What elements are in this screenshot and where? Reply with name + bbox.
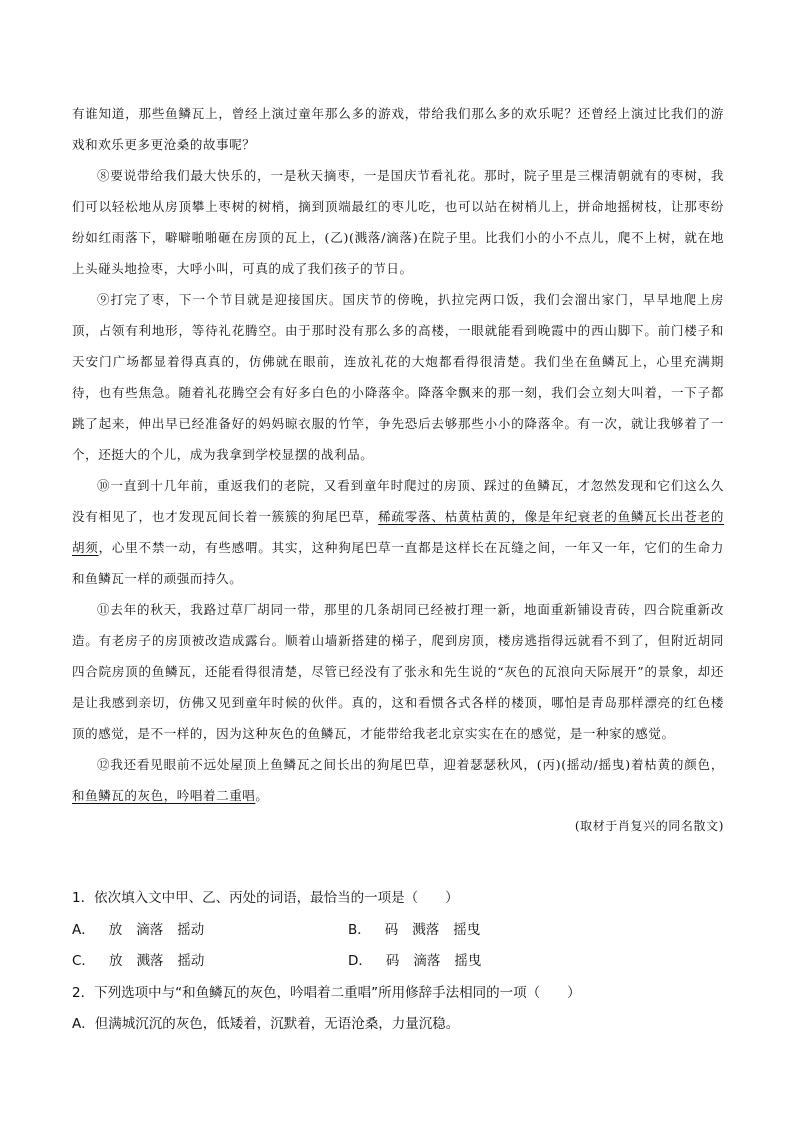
option-word-1: 放 — [108, 921, 123, 938]
underlined-sentence-duet: 和鱼鳞瓦的灰色，吟唱着二重唱 — [72, 788, 256, 803]
question-1-stem: 1．依次填入文中甲、乙、丙处的词语，最恰当的一项是（ ） — [72, 890, 459, 906]
paragraph-12-text-b: 。 — [255, 788, 269, 803]
option-letter: B． — [348, 921, 371, 938]
option-word-1: 放 — [108, 953, 123, 969]
option-letter: C． — [72, 953, 95, 969]
option-word-2: 滴落 — [413, 953, 441, 969]
option-letter: D． — [348, 953, 372, 969]
question-1-options-row-2 — [72, 946, 724, 978]
underlined-sentence-tiles: 稀疏零落、枯黄枯黄的，像是年纪衰老的鱼鳞瓦长出苍老的胡须 — [72, 509, 724, 555]
option-word-2: 滴落 — [136, 921, 164, 938]
option-word-3: 摇动 — [177, 953, 205, 969]
option-word-1: 码 — [385, 953, 400, 969]
option-d[interactable] — [348, 946, 481, 978]
question-1-options-row-1 — [72, 915, 724, 947]
option-letter: A． — [72, 921, 95, 938]
option-c[interactable] — [72, 946, 204, 978]
option-b[interactable] — [348, 915, 480, 947]
option-word-1: 码 — [384, 921, 399, 938]
passage — [72, 98, 724, 842]
option-a[interactable] — [72, 915, 204, 947]
question-2-stem: 2．下列选项中与“和鱼鳞瓦的灰色，吟唱着二重唱”所用修辞手法相同的一项（ ） — [72, 984, 581, 1001]
paragraph-12 — [72, 749, 724, 811]
paragraph-8: ⑧要说带给我们最大快乐的，一是秋天摘枣，一是国庆节看礼花。那时，院子里是三棵清朝就有的枣树，我们可以轻松地从房顶攀上枣树的树梢，摘到顶端最红的枣儿吃，也可以站在树梢儿上，拼命地摇树枝，让那枣纷纷如红雨落下，噼噼啪啪砸在房顶的瓦上，(乙)(溅落/滴落)在院子里。比我们小的小不点儿，爬不上树，就在地上头碰头地捡枣，大呼小叫，可真的成了我们孩子的节日。 — [72, 168, 724, 276]
paragraph-9: ⑨打完了枣，下一个节目就是迎接国庆。国庆节的傍晚，扒拉完两口饭，我们会溜出家门，早早地爬上房顶，占领有利地形，等待礼花腾空。由于那时没有那么多的高楼，一眼就能看到晚霞中的西山脚下。前门楼子和天安门广场都显着得真真的，仿佛就在眼前，连放礼花的大炮都看得很清楚。我们坐在鱼鳞瓦上，心里充满期待，也有些焦急。随着礼花腾空会有好多白色的小降落伞。降落伞飘来的那一刻，我们会立刻大叫着，一下子都跳了起来，伸出早已经准备好的妈妈晾衣服的竹竿，争先恐后去够那些小小的降落伞。有一次，就让我够着了一个，还挺大的个儿，成为我拿到学校显摆的战利品。 — [72, 292, 724, 462]
option-word-3: 摇曳 — [454, 953, 482, 969]
option-word-3: 摇动 — [177, 921, 205, 938]
paragraph-10-text-b: ，心里不禁一动，有些感喟。其实，这种狗尾巴草一直都是这样长在瓦缝之间，一年又一年，它们的生命力和鱼鳞瓦一样的顽强而持久。 — [72, 540, 724, 586]
option-word-2: 溅落 — [136, 953, 164, 969]
questions-section — [72, 883, 724, 1041]
paragraph-12-text-a: ⑫我还看见眼前不远处屋顶上鱼鳞瓦之间长出的狗尾巴草，迎着瑟瑟秋风，(丙)(摇动/摇曳)着枯黄的颜色， — [97, 757, 724, 772]
paragraph-10 — [72, 470, 724, 594]
source-attribution: (取材于肖复兴的同名散文) — [574, 819, 724, 833]
paragraph-10-text-a: ⑩一直到十几年前，重返我们的老院，又看到童年时爬过的房顶、踩过的鱼鳞瓦，才忽然发现和它们这么久没有相见了，也才发现瓦间长着一簇簇的狗尾巴草， — [72, 478, 724, 524]
option-word-3: 摇曳 — [453, 921, 481, 938]
paragraph-11: ⑪去年的秋天，我路过草厂胡同一带，那里的几条胡同已经被打理一新，地面重新铺设青砖，四合院重新改造。有老房子的房顶被改造成露台。顺着山墙新搭建的梯子，爬到房顶，楼房逃指得远就看不到了，但附近胡同四合院房顶的鱼鳞瓦，还能看得很清楚，尽管已经没有了张永和先生说的“灰色的瓦浪向天际展开”的景象，却还是让我感到亲切，仿佛又见到童年时候的伙伴。真的，这和看惯各式各样的楼顶，哪怕是青岛那样漂亮的红色楼顶的感觉，是不一样的，因为这种灰色的鱼鳞瓦，才能带给我老北京实实在在的感觉，是一种家的感觉。 — [72, 602, 724, 741]
option-word-2: 溅落 — [412, 921, 440, 938]
paragraph-7-continuation: 有谁知道，那些鱼鳞瓦上，曾经上演过童年那么多的游戏，带给我们那么多的欢乐呢？还曾经上演过比我们的游戏和欢乐更多更沧桑的故事呢？ — [72, 106, 724, 152]
question-2-option-a[interactable]: A．但满城沉沉的灰色，低矮着，沉默着，无语沧桑，力量沉稳。 — [72, 1016, 460, 1032]
